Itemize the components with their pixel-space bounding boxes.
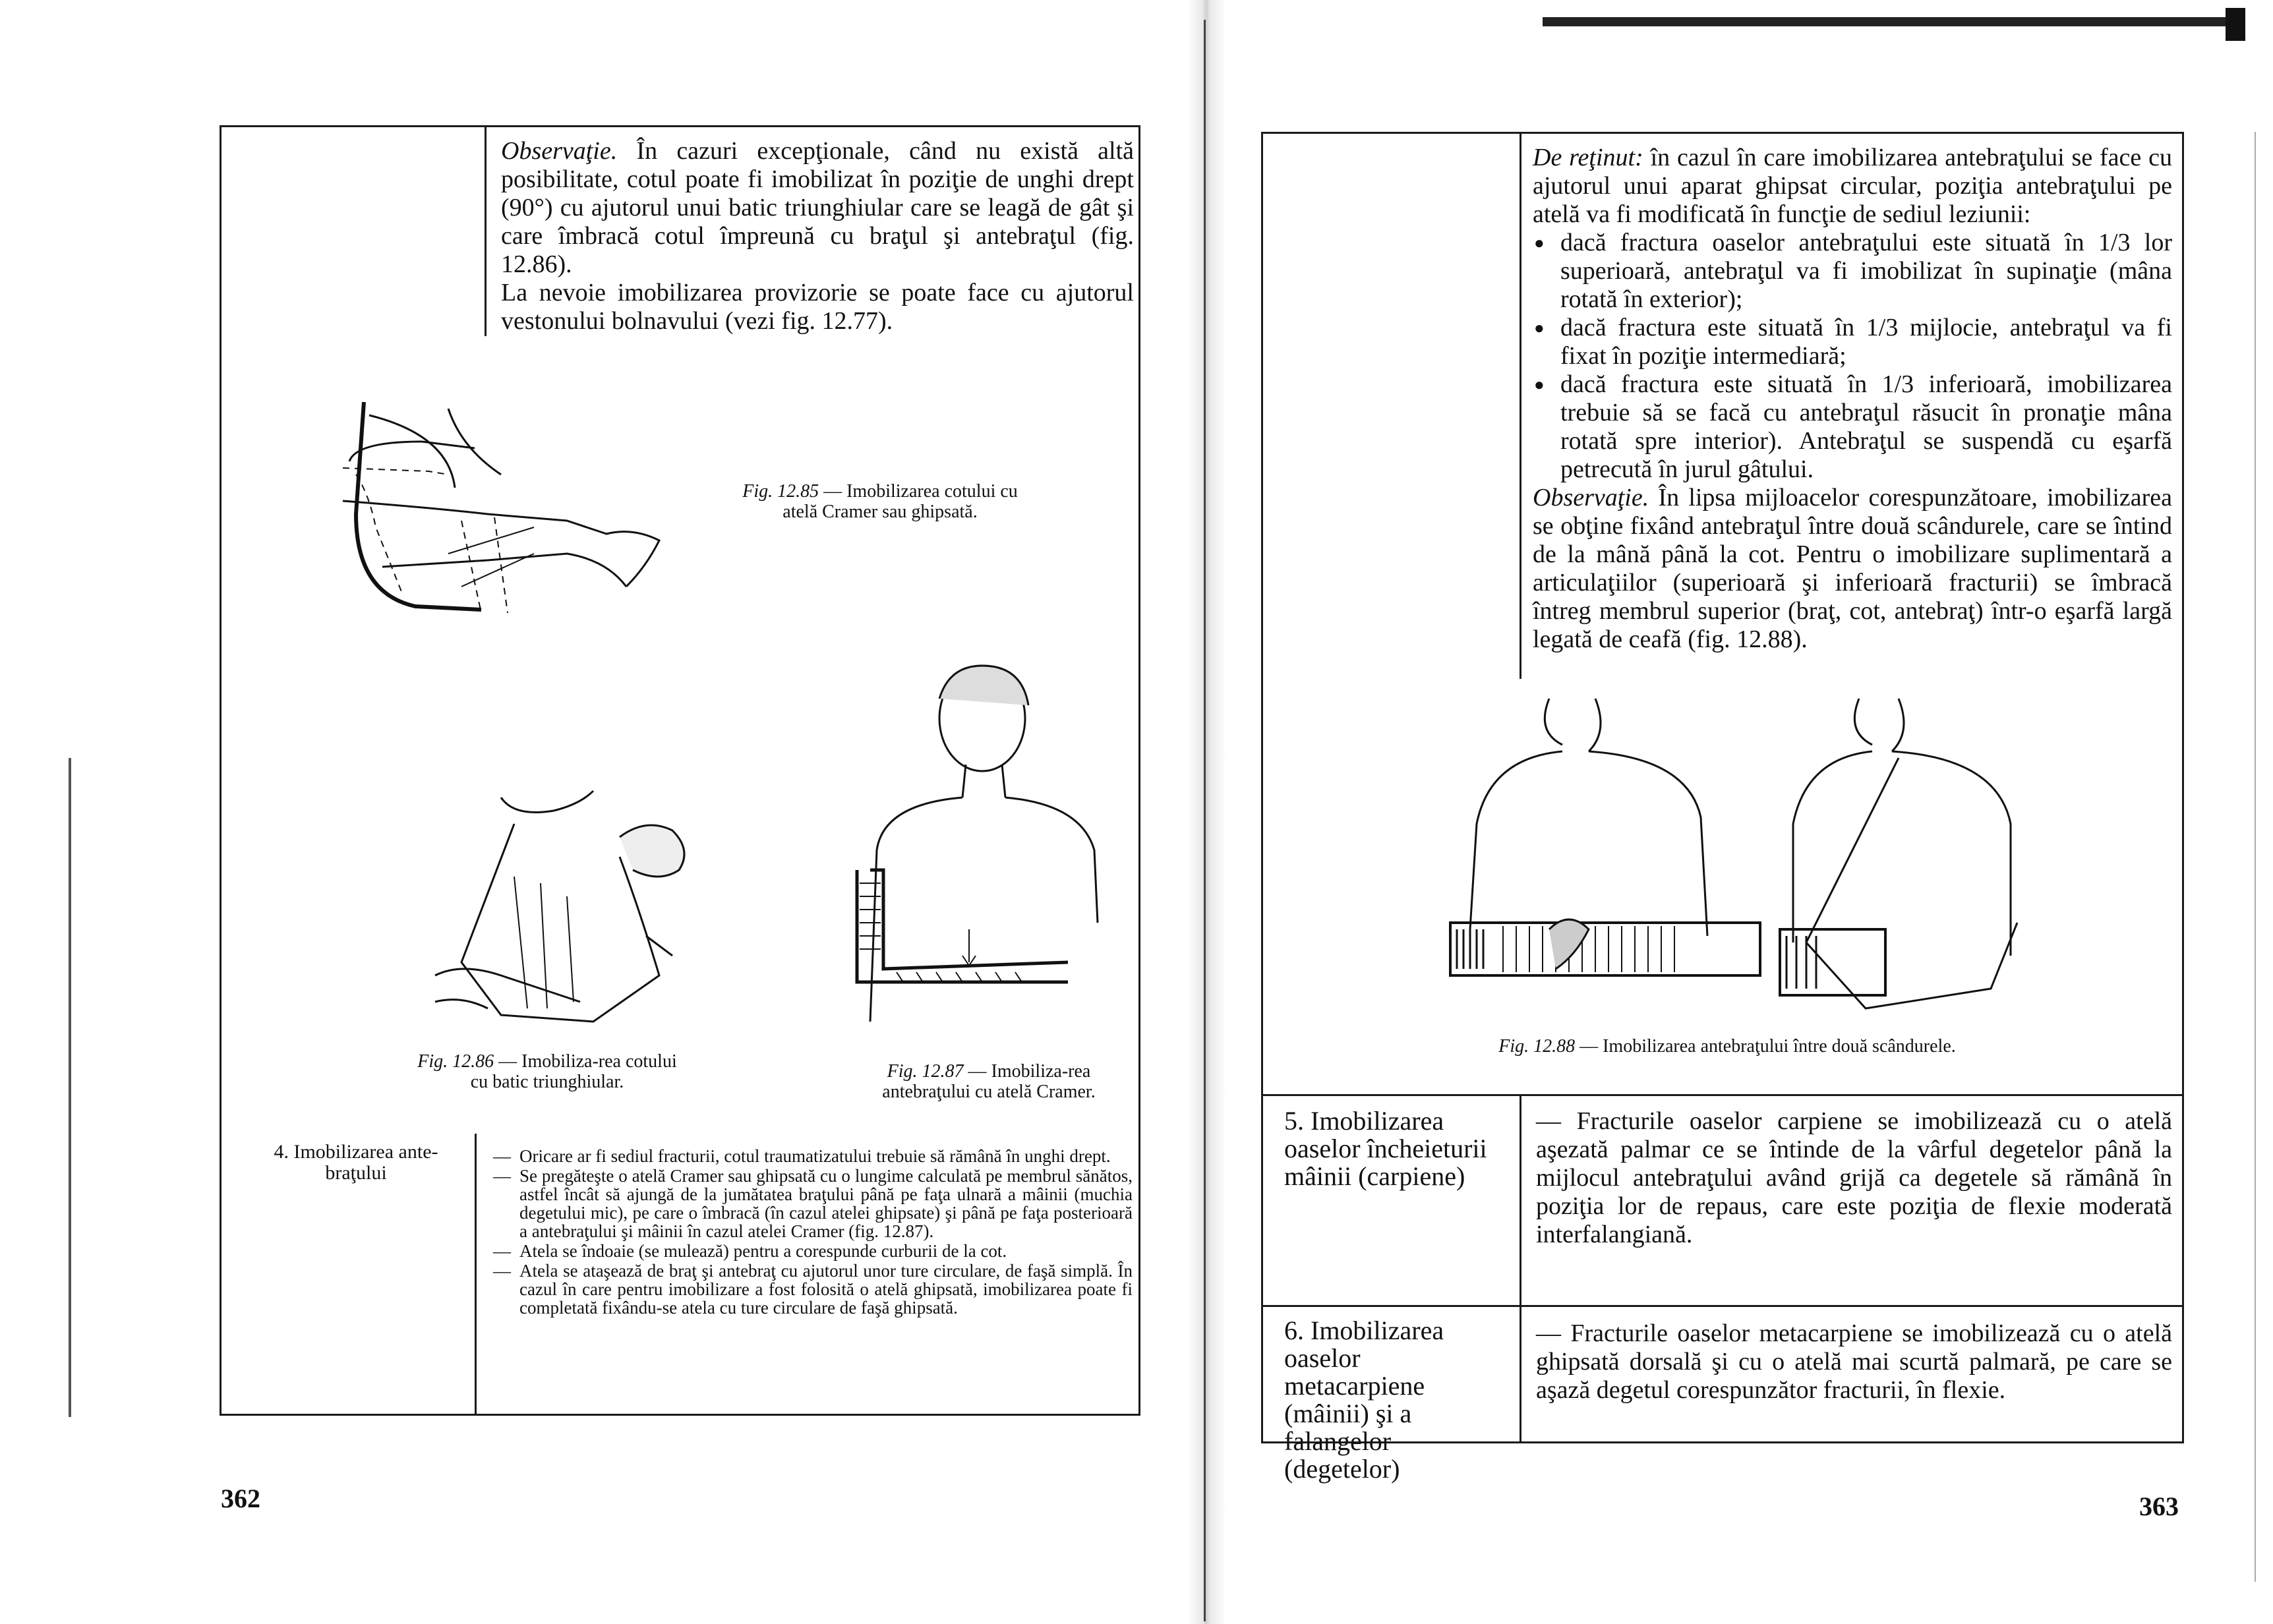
row6-top-border [1261,1305,2184,1307]
fig-12-86-illustration [422,778,699,1028]
row5-text: — Fracturile oaselor carpiene se imobilizează cu o atelă aşezată palmar ce se întinde de la vârful degetelor până la mijlocul antebraţului având grijă ca degetele să rămână în poziţia lor de repaus, care este poziţia de flexie moderată interfalangiană. [1536,1107,2172,1248]
fig-12-87-number: Fig. 12.87 [887,1061,964,1082]
fig-12-86-number: Fig. 12.86 [417,1051,494,1072]
fig-12-88-caption [1477,1036,1978,1057]
section-4-item: — Atela se ataşează de braţ şi antebraţ cu ajutorul unor ture circulare, de faşă simplă. În cazul în care pentru imobilizare a fost folosită o atelă ghipsată, imobilizarea poate fi completată fixându-se atela cu ture circulare de faşă ghipsată. [493,1262,1133,1317]
observation-text: În cazuri excepţionale, când nu există altă posibilitate, cotul poate fi imobilizat în poziţie de unghi drept (90°) cu ajutorul unui batic triunghiular care se leagă de gât şi care îmbracă cotul împreună cu braţul şi antebraţul (fig. 12.86). [501,137,1135,278]
fig-12-85-caption [725,481,1035,522]
left-edge-mark [69,758,71,1417]
retinut-bullet: ● dacă fractura oaselor antebraţului este situată în 1/3 lor superioară, antebraţul va fi imobilizat în supinaţie (mâna rotată în exterior); [1533,229,2172,314]
section-4-list-container [493,1147,1133,1318]
retinut-bullet: ● dacă fractura este situată în 1/3 mijlocie, antebraţul va fi fixat în poziţie intermediară; [1533,314,2172,370]
retinut-bullets [1533,229,2172,484]
top-edge-block [2226,8,2245,41]
retinut-label: De reţinut: [1533,144,1643,171]
right-observation-label: Observaţie. [1533,484,1649,511]
fig-12-87-illustration [844,652,1121,1022]
section-4-item: — Oricare ar fi sediul fracturii, cotul traumatizatului trebuie să rămână în unghi drept. [493,1147,1133,1165]
book-gutter-shadow [1187,0,1226,1624]
right-observation-text: În lipsa mijloacelor corespunzătoare, imobilizarea se obţine fixând antebraţul între două scândurele, care se întind de la mână până la cot. Pentru o imobilizare suplimentară a articulaţiilor (superioară şi inferioară fracturii) se îmbracă întreg membrul superior (braţ, cot, antebraţ) într-o eşarfă largă legată de ceafă (fig. 12.88). [1533,484,2173,653]
section-4-label: 4. Imobilizarea ante-braţului [274,1141,438,1184]
fig-12-85-number: Fig. 12.85 [742,481,819,502]
row5-top-border [1261,1094,2184,1096]
fig-12-85-caption-text: — Imobilizarea cotului cu atelă Cramer sau ghipsată. [782,481,1018,522]
fig-12-86-caption [409,1051,686,1092]
fig-12-88-number: Fig. 12.88 [1498,1036,1576,1057]
fig-12-88-illustration [1437,692,2030,1022]
section-4-item: — Atela se îndoaie (se mulează) pentru a corespunde curburii de la cot. [493,1242,1133,1260]
row5-title: 5. Imobilizarea oaselor încheieturii mâinii (carpiene) [1284,1106,1487,1191]
observation-text-2: La nevoie imobilizarea provizorie se poate face cu ajutorul vestonului bolnavului (vezi fig. 12.77). [501,279,1134,335]
top-edge-bar [1543,17,2228,26]
retinut-block [1533,144,2172,654]
retinut-box-left-border [1520,132,1521,679]
row6-text: — Fracturile oaselor metacarpiene se imobilizează cu o atelă ghipsată dorsală şi cu o atelă mai scurtă palmară, pe care se aşază degetul corespunzător fracturii, în flexie. [1536,1320,2172,1404]
fig-12-87-caption-text: — Imobiliza-rea antebraţului cu atelă Cramer. [882,1061,1096,1102]
section-4-divider [475,1134,477,1416]
observation-block [501,137,1134,335]
retinut-text: în cazul în care imobilizarea antebraţului se face cu ajutorul unui aparat ghipsat circular, poziţia antebraţului pe atelă va fi modificată în funcţie de sediul leziunii: [1533,144,2172,228]
fig-12-85-illustration [330,395,672,633]
section-4-item: — Se pregăteşte o atelă Cramer sau ghipsată cu o lungime calculată pe membrul sănătos, astfel încât să ajungă de la jumătatea braţului până pe faţa ulnară a mâinii (muchia degetului mic), pe care o îmbracă (în cazul atelei ghipsate) şi până pe faţa posterioară a antebraţului şi mâinii în cazul atelei Cramer (fig. 12.87). [493,1167,1133,1240]
page-number-right: 363 [2139,1492,2179,1521]
fig-12-88-caption-text: — Imobilizarea antebraţului între două scândurele. [1579,1036,1956,1057]
gutter-line [1204,20,1206,1621]
observation-label: Observaţie. [501,137,618,165]
row6-title: 6. Imobilizarea oaselor metacarpiene (mâinii) şi a falangelor (degetelor) [1284,1316,1444,1484]
section-4-list [493,1147,1133,1317]
observation-box-left-border [485,125,487,336]
right-edge-mark [2255,132,2256,1582]
fig-12-86-caption-text: — Imobiliza-rea cotului cu batic triunghiular. [470,1051,677,1092]
fig-12-87-caption [850,1061,1127,1102]
table-column-divider [1520,1094,1521,1443]
retinut-bullet: ● dacă fractura este situată în 1/3 inferioară, imobilizarea trebuie să se facă cu antebraţul răsucit în pronaţie mâna rotată spre interior). Antebraţul se suspendă cu eşarfă petrecută în jurul gâtului. [1533,370,2172,484]
page-number-left: 362 [221,1484,260,1513]
